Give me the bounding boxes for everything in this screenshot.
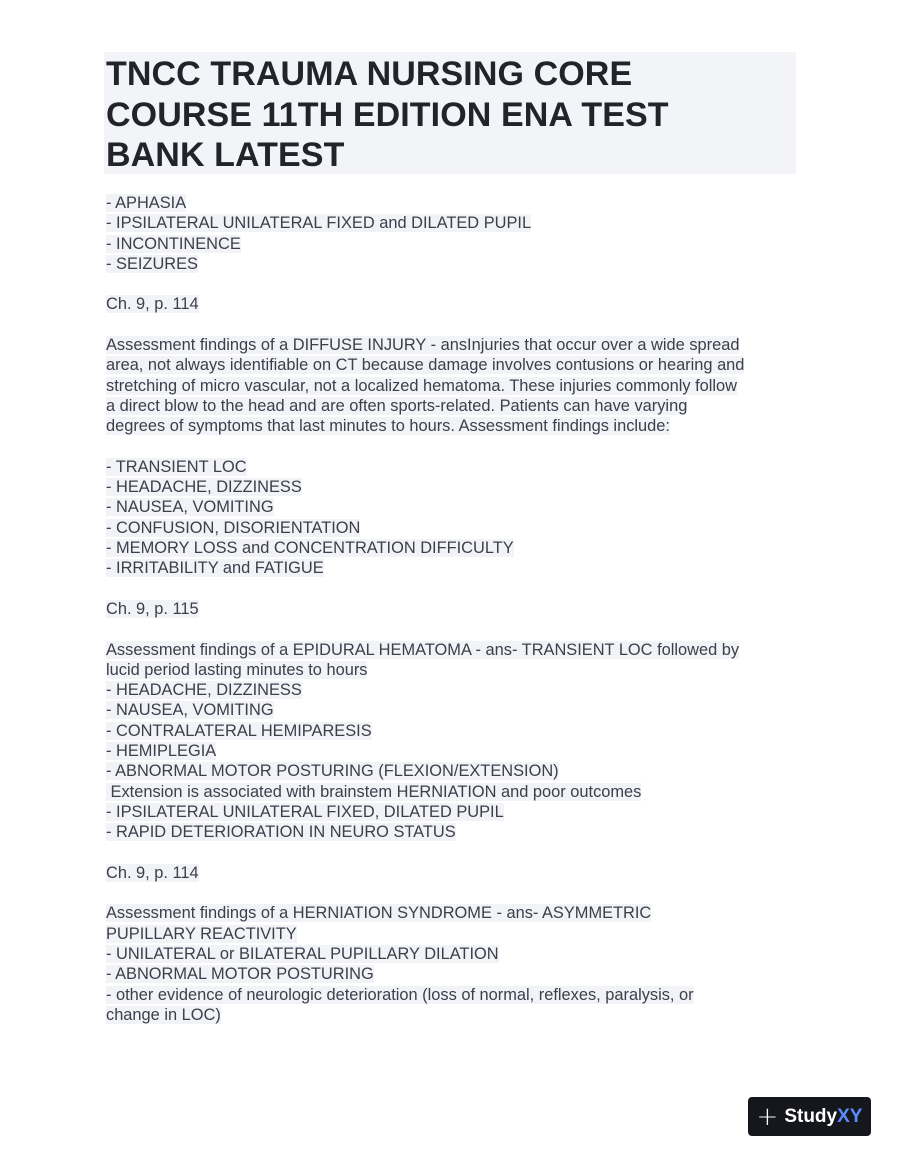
- body-line-text: PUPILLARY REACTIVITY: [106, 924, 297, 943]
- body-line-text: change in LOC): [106, 1005, 221, 1024]
- body-line-text: - HEADACHE, DIZZINESS: [106, 681, 302, 700]
- body-line: [106, 457, 806, 477]
- body-line-text: - ABNORMAL MOTOR POSTURING: [106, 965, 374, 984]
- body-line: [106, 538, 806, 558]
- blank-line: [106, 883, 806, 903]
- body-line: [106, 782, 806, 802]
- body-line: [106, 254, 806, 274]
- body-line-text: degrees of symptoms that last minutes to hours. Assessment findings include:: [106, 417, 670, 436]
- body-line-text: Assessment findings of a DIFFUSE INJURY - ansInjuries that occur over a wide spread: [106, 336, 740, 355]
- brand-name: StudyXY: [784, 1105, 863, 1127]
- body-line: [106, 700, 806, 720]
- body-line: [106, 335, 806, 355]
- body-line: [106, 294, 806, 314]
- body-line-text: - INCONTINENCE: [106, 234, 241, 253]
- body-line-text: Assessment findings of a HERNIATION SYNDROME - ans- ASYMMETRIC: [106, 904, 652, 923]
- body-line-text: - other evidence of neurologic deterioration (loss of normal, reflexes, paralysis, or: [106, 985, 694, 1004]
- body-line-text: - RAPID DETERIORATION IN NEURO STATUS: [106, 823, 456, 842]
- body-line: [106, 660, 806, 680]
- title-line: TNCC TRAUMA NURSING CORE: [106, 55, 633, 93]
- body-line-text: Ch. 9, p. 115: [106, 599, 199, 618]
- body-line: [106, 640, 806, 660]
- body-line-text: stretching of micro vascular, not a localized hematoma. These injuries commonly follow: [106, 376, 738, 395]
- body-line-text: - ABNORMAL MOTOR POSTURING (FLEXION/EXTENSION): [106, 762, 559, 781]
- body-line-text: - IPSILATERAL UNILATERAL FIXED, DILATED PUPIL: [106, 802, 504, 821]
- body-line-text: lucid period lasting minutes to hours: [106, 660, 368, 679]
- blank-line: [106, 619, 806, 639]
- body-line: [106, 376, 806, 396]
- body-line: [106, 193, 806, 213]
- body-line-text: - CONTRALATERAL HEMIPARESIS: [106, 721, 372, 740]
- body-line: [106, 822, 806, 842]
- body-line: [106, 355, 806, 375]
- body-line: [106, 416, 806, 436]
- body-line: [106, 234, 806, 254]
- body-line-text: - UNILATERAL or BILATERAL PUPILLARY DILATION: [106, 944, 499, 963]
- body-line: [106, 924, 806, 944]
- plus-icon: +: [756, 1101, 779, 1132]
- body-line-text: Ch. 9, p. 114: [106, 295, 199, 314]
- body-line-text: - SEIZURES: [106, 254, 198, 273]
- title-line: BANK LATEST: [106, 136, 345, 174]
- body-line: [106, 558, 806, 578]
- body-line: [106, 903, 806, 923]
- blank-line: [106, 579, 806, 599]
- body-line: [106, 477, 806, 497]
- body-line-text: - NAUSEA, VOMITING: [106, 498, 274, 517]
- body-line: [106, 802, 806, 822]
- blank-line: [106, 274, 806, 294]
- body-line-text: - MEMORY LOSS and CONCENTRATION DIFFICULTY: [106, 539, 514, 558]
- body-line-text: - TRANSIENT LOC: [106, 457, 247, 476]
- body-line: [106, 761, 806, 781]
- body-line-text: - CONFUSION, DISORIENTATION: [106, 518, 361, 537]
- body-line-text: - NAUSEA, VOMITING: [106, 701, 274, 720]
- body-line: [106, 599, 806, 619]
- body-line-text: Ch. 9, p. 114: [106, 863, 199, 882]
- body-line: [106, 213, 806, 233]
- body-line: [106, 741, 806, 761]
- body-line: [106, 863, 806, 883]
- body-line-text: a direct blow to the head and are often sports-related. Patients can have varying: [106, 396, 688, 415]
- body-line-text: - HEADACHE, DIZZINESS: [106, 478, 302, 497]
- body-line: [106, 518, 806, 538]
- body-line-text: Assessment findings of a EPIDURAL HEMATOMA - ans- TRANSIENT LOC followed by: [106, 640, 740, 659]
- blank-line: [106, 315, 806, 335]
- body-line-text: - IRRITABILITY and FATIGUE: [106, 559, 324, 578]
- body-line-text: area, not always identifiable on CT because damage involves contusions or hearing and: [106, 356, 745, 375]
- studyxy-badge[interactable]: [748, 1097, 871, 1136]
- body-line-text: - APHASIA: [106, 194, 187, 212]
- body-line: [106, 944, 806, 964]
- body-line: [106, 721, 806, 741]
- blank-line: [106, 437, 806, 457]
- body-line: [106, 964, 806, 984]
- blank-line: [106, 843, 806, 863]
- title-line: COURSE 11TH EDITION ENA TEST: [106, 95, 669, 134]
- document-body: [106, 193, 806, 1025]
- body-line: [106, 396, 806, 416]
- document-title: [106, 54, 786, 176]
- body-line: [106, 497, 806, 517]
- body-line-text: - HEMIPLEGIA: [106, 742, 217, 761]
- body-line: [106, 985, 806, 1005]
- body-line: [106, 1005, 806, 1025]
- body-line-text: - IPSILATERAL UNILATERAL FIXED and DILATED PUPIL: [106, 214, 532, 233]
- body-line-text: Extension is associated with brainstem HERNIATION and poor outcomes: [106, 782, 642, 801]
- body-line: [106, 680, 806, 700]
